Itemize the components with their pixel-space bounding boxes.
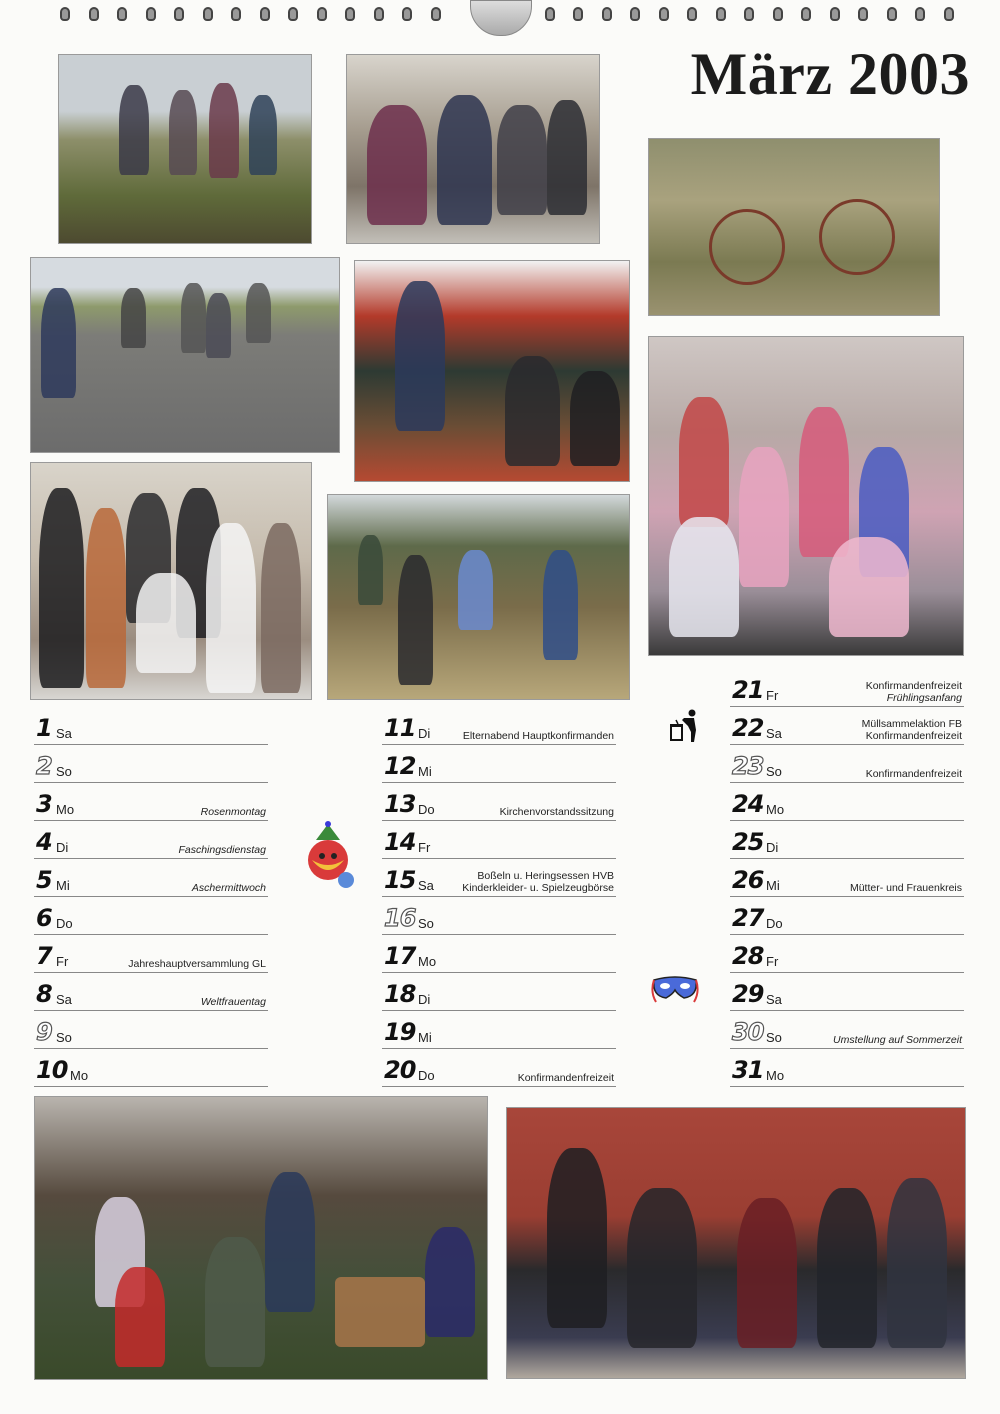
event-text: Mütter- und Frauenkreis (849, 882, 962, 894)
day-events (201, 806, 266, 818)
weekday-label: Mi (418, 1030, 432, 1045)
calendar-day-row (730, 668, 964, 707)
weekday-label: Mo (766, 1068, 785, 1083)
binding-ring (374, 7, 384, 21)
weekday-label: Mo (418, 954, 437, 969)
day-number: 4 (36, 828, 52, 856)
calendar-day-row (730, 706, 964, 745)
day-number: 8 (36, 980, 52, 1008)
binding-ring (887, 7, 897, 21)
calendar-day-row (34, 896, 268, 935)
day-events (862, 718, 962, 742)
calendar-day-row (382, 706, 616, 745)
weekday-label: Do (418, 802, 435, 817)
day-events (850, 882, 962, 894)
calendar-day-row (382, 934, 616, 973)
binding-ring (630, 7, 640, 21)
event-text: Konfirmandenfreizeit (865, 768, 962, 780)
binding-ring (602, 7, 612, 21)
calendar-day-row (730, 1048, 964, 1087)
binding-ring (174, 7, 184, 21)
calendar-day-row (34, 820, 268, 859)
binding-ring (830, 7, 840, 21)
event-text: Faschingsdienstag (178, 844, 266, 856)
day-number: 20 (384, 1056, 416, 1084)
weekday-label: So (56, 764, 72, 779)
day-number: 24 (732, 790, 764, 818)
event-text: Müllsammelaktion FB (861, 718, 962, 730)
binding-ring (716, 7, 726, 21)
weekday-label: So (418, 916, 434, 931)
day-number: 3 (36, 790, 52, 818)
binding-ring (915, 7, 925, 21)
event-text: Kinderkleider- u. Spielzeugbörse (462, 882, 614, 894)
calendar-day-row (34, 782, 268, 821)
day-number: 9 (36, 1018, 52, 1046)
weekday-label: Fr (766, 954, 779, 969)
weekday-label: Do (766, 916, 783, 931)
photo-carnival-children (648, 336, 964, 656)
binding-ring (260, 7, 270, 21)
binding-ring (317, 7, 327, 21)
carnival-clown-icon (302, 820, 356, 890)
calendar-day-row (730, 934, 964, 973)
binding-ring (801, 7, 811, 21)
binding-ring (659, 7, 669, 21)
calendar-column-3 (730, 668, 964, 1086)
day-number: 19 (384, 1018, 416, 1046)
day-number: 14 (384, 828, 416, 856)
calendar-day-row (382, 782, 616, 821)
binding-ring (687, 7, 697, 21)
day-number: 17 (384, 942, 416, 970)
calendar-day-row (382, 858, 616, 897)
binding-ring (117, 7, 127, 21)
binding-ring (402, 7, 412, 21)
day-number: 26 (732, 866, 764, 894)
event-text: Elternabend Hauptkonfirmanden (462, 730, 614, 742)
calendar-day-row (730, 744, 964, 783)
day-events (192, 882, 266, 894)
binding-ring (146, 7, 156, 21)
day-number: 12 (384, 752, 416, 780)
day-number: 21 (732, 676, 764, 704)
photo-konfirmanden-group (506, 1107, 966, 1379)
weekday-label: Mo (766, 802, 785, 817)
weekday-label: Di (418, 726, 431, 741)
calendar-day-row (730, 896, 964, 935)
day-number: 13 (384, 790, 416, 818)
event-text: Konfirmandenfreizeit (865, 680, 962, 692)
event-text: Jahreshauptversammlung GL (128, 958, 266, 970)
weekday-label: Mo (56, 802, 75, 817)
photo-bosseln-road (30, 257, 340, 453)
day-number: 11 (384, 714, 416, 742)
day-number: 15 (384, 866, 416, 894)
weekday-label: Sa (766, 726, 782, 741)
weekday-label: Fr (56, 954, 69, 969)
binding-ring (431, 7, 441, 21)
calendar-day-row (34, 972, 268, 1011)
calendar-day-row (382, 744, 616, 783)
calendar-day-row (730, 858, 964, 897)
event-text: Weltfrauentag (200, 996, 266, 1008)
binding-ring (288, 7, 298, 21)
weekday-label: So (766, 764, 782, 779)
calendar-day-row (382, 820, 616, 859)
binding-ring (573, 7, 583, 21)
photo-seniors-bench (346, 54, 600, 244)
event-text: Umstellung auf Sommerzeit (833, 1034, 962, 1046)
weekday-label: Di (418, 992, 431, 1007)
day-number: 16 (384, 904, 416, 932)
weekday-label: Mo (70, 1068, 89, 1083)
day-number: 7 (36, 942, 52, 970)
day-number: 5 (36, 866, 52, 894)
calendar-day-row (34, 1048, 268, 1087)
weekday-label: Mi (766, 878, 780, 893)
calendar-day-row (730, 820, 964, 859)
calendar-day-row (382, 972, 616, 1011)
binding-ring (60, 7, 70, 21)
day-events (201, 996, 266, 1008)
day-events (866, 768, 962, 780)
binding-ring (89, 7, 99, 21)
weekday-label: Do (418, 1068, 435, 1083)
calendar-day-row (730, 782, 964, 821)
event-text: Konfirmandenfreizeit (517, 1072, 614, 1084)
day-events (866, 680, 962, 704)
day-events (462, 870, 614, 894)
day-number: 2 (36, 752, 52, 780)
carnival-eye-mask-icon (650, 972, 700, 1006)
day-number: 22 (732, 714, 764, 742)
day-number: 10 (36, 1056, 68, 1084)
day-number: 25 (732, 828, 764, 856)
day-number: 28 (732, 942, 764, 970)
event-text: Aschermittwoch (191, 882, 266, 894)
trash-icon (668, 708, 700, 744)
binding-ring (345, 7, 355, 21)
calendar-day-row (382, 1048, 616, 1087)
calendar-day-row (34, 706, 268, 745)
weekday-label: Fr (766, 688, 779, 703)
binding-ring (773, 7, 783, 21)
day-events (833, 1034, 962, 1046)
day-events (518, 1072, 614, 1084)
weekday-label: Sa (766, 992, 782, 1007)
calendar-day-row (730, 1010, 964, 1049)
calendar-day-row (34, 858, 268, 897)
month-title: März 2003 (690, 41, 970, 107)
weekday-label: Mi (56, 878, 70, 893)
day-events (463, 730, 614, 742)
weekday-label: Mi (418, 764, 432, 779)
weekday-label: Sa (418, 878, 434, 893)
calendar-column-2 (382, 706, 616, 1086)
weekday-label: Fr (418, 840, 431, 855)
day-events (500, 806, 614, 818)
event-text: Frühlingsanfang (886, 692, 962, 704)
day-number: 27 (732, 904, 764, 932)
day-number: 31 (732, 1056, 764, 1084)
weekday-label: Sa (56, 992, 72, 1007)
photo-costume-group (30, 462, 312, 700)
binding-ring (944, 7, 954, 21)
day-number: 1 (36, 714, 52, 742)
photo-wood-trailer (354, 260, 630, 482)
binding-ring (744, 7, 754, 21)
binding-ring (858, 7, 868, 21)
binding-ring (203, 7, 213, 21)
calendar-day-row (382, 1010, 616, 1049)
photo-children-field (327, 494, 630, 700)
day-number: 23 (732, 752, 764, 780)
day-number: 18 (384, 980, 416, 1008)
day-number: 30 (732, 1018, 764, 1046)
weekday-label: So (766, 1030, 782, 1045)
day-number: 29 (732, 980, 764, 1008)
photo-ditch-cleanup (58, 54, 312, 244)
weekday-label: Di (766, 840, 779, 855)
calendar-column-1 (34, 706, 268, 1086)
event-text: Boßeln u. Heringsessen HVB (477, 870, 614, 882)
calendar-day-row (730, 972, 964, 1011)
day-number: 6 (36, 904, 52, 932)
photo-kindergarten-forest (34, 1096, 488, 1380)
photo-bicycle-grass (648, 138, 940, 316)
day-events (178, 844, 266, 856)
weekday-label: Sa (56, 726, 72, 741)
calendar-day-row (34, 744, 268, 783)
calendar-day-row (34, 934, 268, 973)
weekday-label: Do (56, 916, 73, 931)
weekday-label: So (56, 1030, 72, 1045)
event-text: Konfirmandenfreizeit (865, 730, 962, 742)
binding-ring (231, 7, 241, 21)
calendar-hanger (470, 0, 532, 36)
event-text: Kirchenvorstandssitzung (499, 806, 614, 818)
binding-ring (545, 7, 555, 21)
calendar-day-row (34, 1010, 268, 1049)
calendar-day-row (382, 896, 616, 935)
weekday-label: Di (56, 840, 69, 855)
event-text: Rosenmontag (200, 806, 266, 818)
day-events (128, 958, 266, 970)
